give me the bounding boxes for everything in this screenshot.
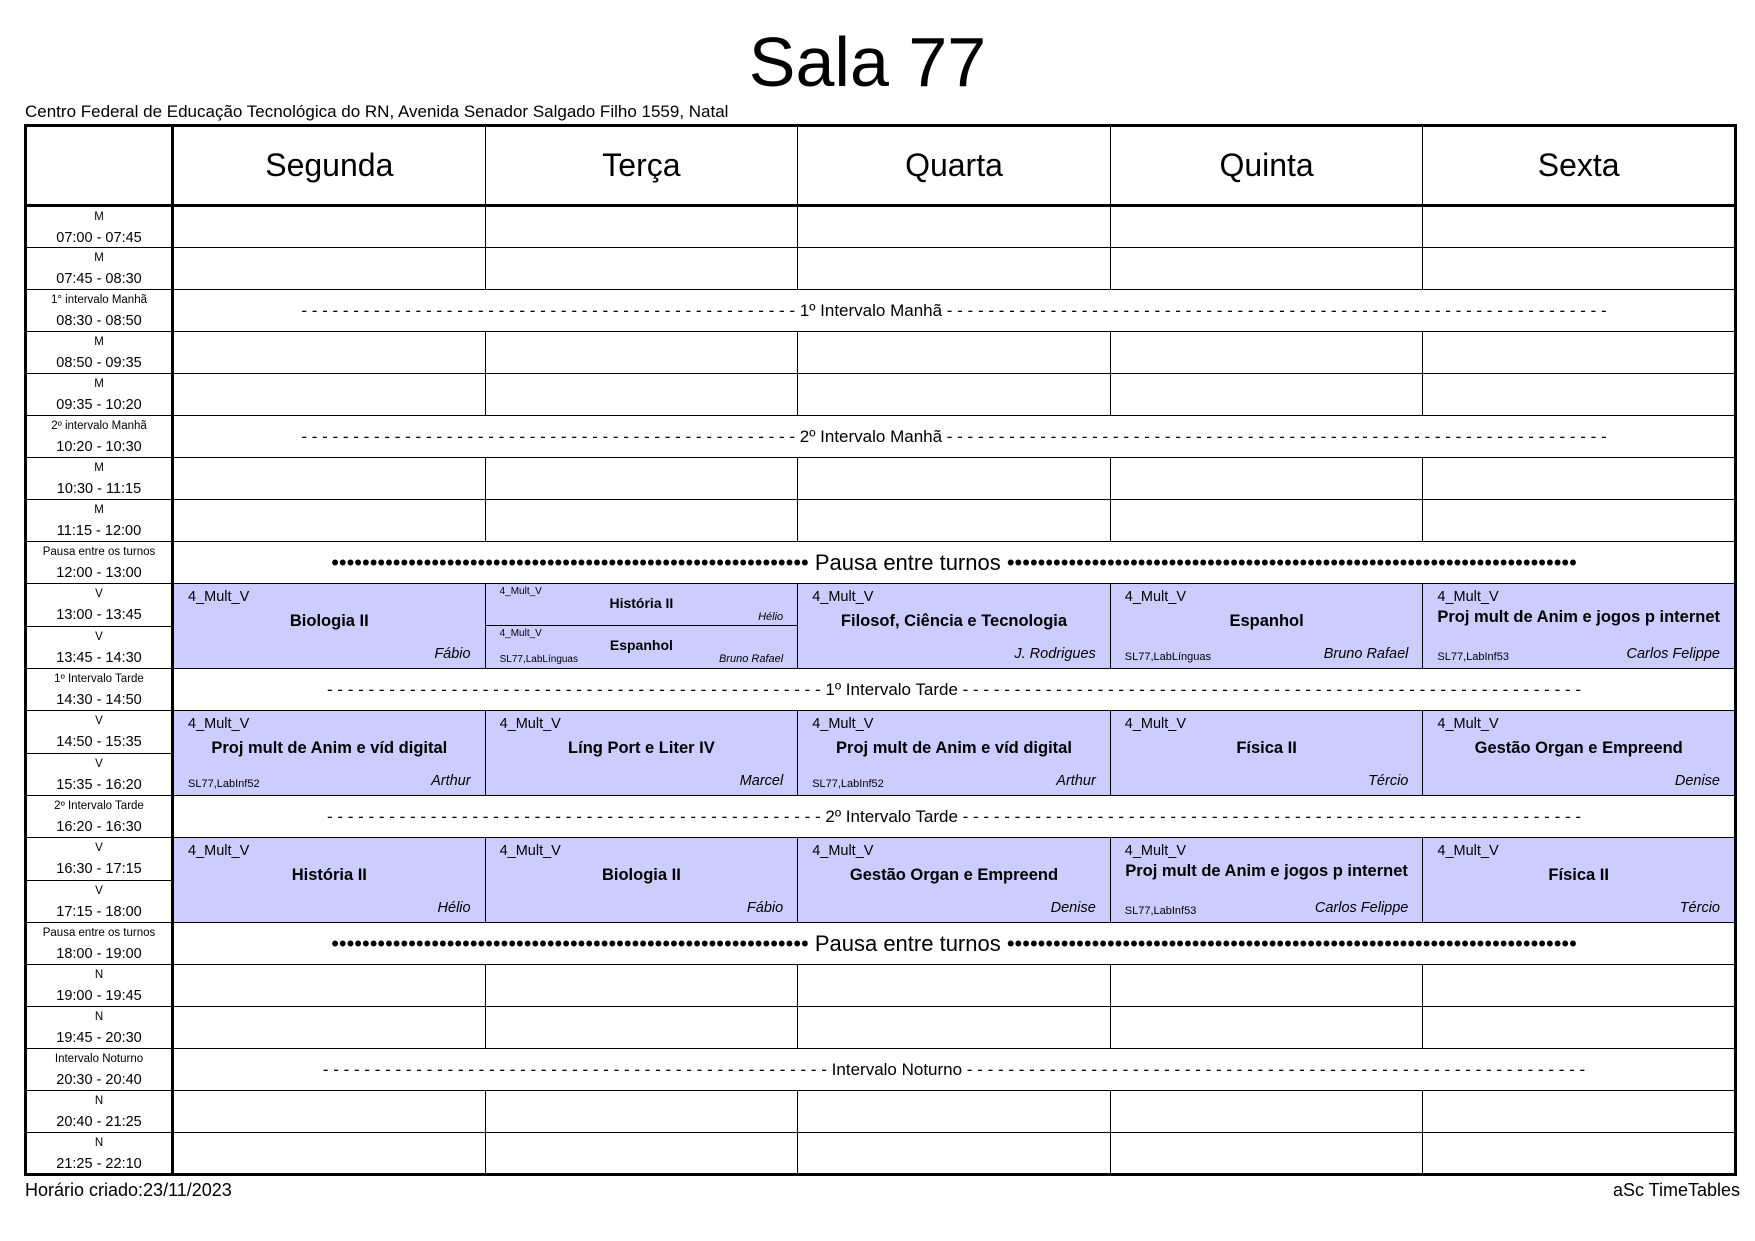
period-time-cell [26,796,173,838]
period-range: 13:45 - 14:30 [56,649,142,666]
period-range: 10:30 - 11:15 [56,481,142,497]
break-row [26,796,1736,838]
period-label: V [95,588,103,600]
empty-slot[interactable] [173,374,486,416]
empty-slot[interactable] [173,248,486,290]
period-label: 1º Intervalo Tarde [54,673,144,685]
empty-slot[interactable] [798,248,1111,290]
empty-slot[interactable] [1110,206,1423,248]
empty-slot[interactable] [1110,374,1423,416]
period-range: 20:40 - 21:25 [56,1114,142,1130]
period-label: N [94,969,104,981]
lesson-teacher: J. Rodrigues [1014,646,1096,662]
lesson-group: 4_Mult_V [1124,716,1187,732]
lesson-card[interactable] [485,711,798,796]
period-label: 1° intervalo Manhã [50,294,147,306]
lesson-teacher: Marcel [739,773,784,789]
period-time-cell [26,838,173,881]
empty-slot[interactable] [173,1007,486,1049]
lesson-group: 4_Mult_V [1437,716,1499,732]
lesson-card[interactable] [173,584,486,669]
empty-slot[interactable] [798,332,1111,374]
lesson-room: SL77,LabInf53 [1437,651,1509,663]
lesson-subject: Biologia II [601,866,681,884]
empty-slot[interactable] [485,1007,798,1049]
lesson-group: 4_Mult_V [188,716,250,732]
lesson-group: 4_Mult_V [1437,589,1499,605]
period-row [26,332,1736,374]
empty-slot[interactable] [1110,248,1423,290]
lesson-teacher: Carlos Felippe [1626,646,1720,662]
period-range: 17:15 - 18:00 [56,903,142,920]
empty-slot[interactable] [798,206,1111,248]
lesson-subject: Espanhol [609,637,673,653]
lesson-subject: História II [609,595,674,611]
lesson-subject: Gestão Organ e Empreend [1474,739,1683,757]
empty-slot[interactable] [1423,1133,1736,1175]
lesson-teacher: Carlos Felippe [1314,900,1409,916]
empty-slot[interactable] [1423,248,1736,290]
lesson-group: 4_Mult_V [812,589,874,605]
lesson-subject: Proj mult de Anim e jogos p internet [1125,862,1408,880]
period-row [26,965,1736,1007]
period-time-cell [26,1049,173,1091]
empty-slot[interactable] [798,1091,1111,1133]
empty-slot[interactable] [1423,458,1736,500]
period-row [26,500,1736,542]
empty-slot[interactable] [798,374,1111,416]
period-label: M [94,211,104,223]
period-time-cell [26,584,173,627]
break-row [26,416,1736,458]
lesson-teacher: Hélio [437,900,471,916]
empty-slot[interactable] [1110,1133,1423,1175]
empty-slot[interactable] [798,1007,1111,1049]
empty-slot[interactable] [798,1133,1111,1175]
period-range: 07:00 - 07:45 [56,230,142,246]
period-time-cell [26,248,173,290]
lesson-card[interactable] [1423,838,1736,923]
break-row [26,669,1736,711]
empty-slot[interactable] [173,500,486,542]
lesson-teacher: Fábio [746,900,784,916]
lesson-card-split[interactable] [485,584,798,669]
lesson-subject: Gestão Organ e Empreend [849,866,1059,884]
pause-banner: •••••••••••••••••••••••••••••••••••••••••••••••••••••••••••••• Pausa entre turnos •••••••••••••••••••••••••••••••••••••••••••••••••••••••••••••••••••••••••• [173,923,1736,965]
period-label: N [94,1011,104,1023]
lesson-group: 4_Mult_V [1437,843,1499,859]
period-range: 21:25 - 22:10 [56,1156,142,1172]
lesson-room: SL77,LabInf53 [1124,905,1197,917]
period-label: V [95,630,103,643]
lesson-room: SL77,LabInf52 [188,778,260,790]
lesson-room: SL77,LabLínguas [1124,651,1212,663]
period-label: M [94,336,104,348]
lesson-teacher: Tércio [1679,900,1720,916]
period-row [26,206,1736,248]
period-label: V [95,884,103,897]
period-time-cell [26,923,173,965]
empty-slot[interactable] [798,965,1111,1007]
lesson-card[interactable] [798,584,1111,669]
lesson-half[interactable] [486,584,798,626]
day-header: Quinta [1110,126,1423,206]
break-row [26,923,1736,965]
lesson-group: 4_Mult_V [499,628,542,639]
period-row [26,458,1736,500]
empty-slot[interactable] [173,458,486,500]
period-row [26,1091,1736,1133]
period-time-cell [26,1091,173,1133]
period-label: Pausa entre os turnos [42,927,156,939]
lesson-card[interactable] [1110,584,1423,669]
period-time-cell [26,500,173,542]
period-label: M [94,462,104,474]
period-range: 11:15 - 12:00 [56,523,142,539]
empty-slot[interactable] [173,332,486,374]
period-time-cell [26,458,173,500]
header-row [26,126,1736,206]
period-range: 13:00 - 13:45 [56,607,142,623]
period-label: M [94,378,104,390]
lesson-subject: Proj mult de Anim e víd digital [211,739,448,757]
period-range: 16:30 - 17:15 [56,861,142,877]
period-label: N [94,1137,104,1149]
empty-slot[interactable] [173,1091,486,1133]
period-label: V [95,842,103,854]
day-header: Sexta [1423,126,1736,206]
lesson-group: 4_Mult_V [188,843,250,859]
period-time-cell [26,290,173,332]
school-address: Centro Federal de Educação Tecnológica do RN, Avenida Senador Salgado Filho 1559, Natal [25,102,729,121]
lesson-card[interactable] [173,711,486,796]
lesson-teacher: Denise [1674,773,1720,789]
lesson-teacher: Tércio [1368,773,1409,789]
empty-slot[interactable] [1423,374,1736,416]
empty-slot[interactable] [1423,500,1736,542]
period-row [26,374,1736,416]
empty-slot[interactable] [485,332,798,374]
empty-slot[interactable] [798,458,1111,500]
period-time-cell [26,416,173,458]
lesson-group: 4_Mult_V [499,586,542,597]
lesson-group: 4_Mult_V [188,589,250,605]
empty-slot[interactable] [485,206,798,248]
day-header: Quarta [798,126,1111,206]
lesson-subject: Filosof, Ciência e Tecnologia [840,612,1068,630]
empty-slot[interactable] [1110,1091,1423,1133]
lesson-teacher: Fábio [434,646,471,662]
lesson-teacher: Bruno Rafael [1323,646,1409,662]
lesson-group: 4_Mult_V [1124,589,1187,605]
empty-slot[interactable] [1423,1007,1736,1049]
lesson-teacher: Bruno Rafael [718,653,784,665]
break-row [26,542,1736,584]
period-time-cell [26,542,173,584]
period-range: 15:35 - 16:20 [56,776,142,793]
period-range: 14:50 - 15:35 [56,734,142,750]
empty-slot[interactable] [485,374,798,416]
period-range: 18:00 - 19:00 [56,946,142,962]
lesson-teacher: Arthur [431,773,471,789]
lesson-subject: Física II [1236,739,1297,757]
empty-slot[interactable] [1110,332,1423,374]
period-range: 08:50 - 09:35 [56,355,142,371]
empty-slot[interactable] [485,458,798,500]
empty-slot[interactable] [173,965,486,1007]
empty-slot[interactable] [485,965,798,1007]
pause-banner: •••••••••••••••••••••••••••••••••••••••••••••••••••••••••••••• Pausa entre turnos •••••••••••••••••••••••••••••••••••••••••••••••••••••••••••••••••••••••••• [173,542,1736,584]
lesson-subject: Espanhol [1229,612,1304,630]
lesson-subject: Proj mult de Anim e víd digital [836,739,1072,757]
empty-slot[interactable] [1110,965,1423,1007]
lesson-subject: Líng Port e Liter IV [568,739,715,757]
lesson-card[interactable] [1423,711,1736,796]
lesson-subject: Biologia II [289,612,369,630]
period-time-cell [26,206,173,248]
empty-slot[interactable] [1423,965,1736,1007]
break-banner-manha-1: - - - - - - - - - - - - - - - - - - - - - - - - - - - - - - - - - - - - - - - - - - - - - - - - 1º Intervalo Manhã - - - - - - - - - - - - - - - - - - - - - - - - - - - - - - - - - - - - - - - - - - - - - - - - - - - - - - - - - - - - - - - - [173,290,1736,332]
period-row [26,1007,1736,1049]
day-header: Segunda [173,126,486,206]
period-time-cell [26,880,173,923]
lesson-teacher: Arthur [1056,773,1096,789]
period-time-cell [26,1133,173,1175]
lesson-subject: História II [291,866,367,884]
period-label: Pausa entre os turnos [42,546,156,558]
lesson-card[interactable] [485,838,798,923]
lesson-half[interactable] [486,626,798,667]
period-label: 2º Intervalo Tarde [54,800,144,812]
empty-slot[interactable] [173,1133,486,1175]
empty-slot[interactable] [1110,458,1423,500]
timetable [24,124,1737,1176]
lesson-group: 4_Mult_V [499,843,561,859]
empty-slot[interactable] [1423,1091,1736,1133]
period-row [26,1133,1736,1175]
period-label: M [94,252,104,264]
period-range: 19:45 - 20:30 [56,1030,142,1046]
period-label: V [95,757,103,770]
break-banner-tarde-2: - - - - - - - - - - - - - - - - - - - - - - - - - - - - - - - - - - - - - - - - - - - - - - - - 2º Intervalo Tarde - - - - - - - - - - - - - - - - - - - - - - - - - - - - - - - - - - - - - - - - - - - - - - - - - - - - - - - - - - - - [173,796,1736,838]
empty-slot[interactable] [485,1133,798,1175]
period-row [26,711,1736,754]
lesson-teacher: Hélio [758,611,784,623]
empty-slot[interactable] [173,206,486,248]
empty-slot[interactable] [485,1091,798,1133]
period-time-cell [26,332,173,374]
lesson-card[interactable] [1110,838,1423,923]
break-row [26,290,1736,332]
period-label: 2º intervalo Manhã [51,420,147,432]
break-banner-noturno: - - - - - - - - - - - - - - - - - - - - - - - - - - - - - - - - - - - - - - - - - - - - - - - - - Intervalo Noturno - - - - - - - - - - - - - - - - - - - - - - - - - - - - - - - - - - - - - - - - - - - - - - - - - - - - - - - - - - - - [173,1049,1736,1091]
lesson-subject: Física II [1548,866,1609,884]
lesson-room: SL77,LabInf52 [812,778,884,790]
period-label: M [94,504,104,516]
period-time-cell [26,711,173,754]
period-time-cell [26,669,173,711]
lesson-room: SL77,LabLínguas [499,654,578,665]
period-range: 10:20 - 10:30 [56,439,142,455]
period-label: N [94,1095,104,1107]
created-date: Horário criado:23/11/2023 [25,1180,232,1200]
period-range: 20:30 - 20:40 [56,1072,142,1088]
corner-cell [26,126,173,206]
period-label: Intervalo Noturno [54,1053,144,1065]
period-time-cell [26,965,173,1007]
empty-slot[interactable] [1110,500,1423,542]
period-range: 12:00 - 13:00 [56,565,142,581]
brand-credit: aSc TimeTables [1612,1180,1740,1200]
period-time-cell [26,374,173,416]
empty-slot[interactable] [485,248,798,290]
period-row [26,838,1736,881]
break-banner-manha-2: - - - - - - - - - - - - - - - - - - - - - - - - - - - - - - - - - - - - - - - - - - - - - - - - 2º Intervalo Manhã - - - - - - - - - - - - - - - - - - - - - - - - - - - - - - - - - - - - - - - - - - - - - - - - - - - - - - - - - - - - - - - - [173,416,1736,458]
lesson-group: 4_Mult_V [1124,843,1187,859]
period-time-cell [26,753,173,796]
period-time-cell [26,1007,173,1049]
period-range: 08:30 - 08:50 [56,313,142,329]
lesson-subject: Proj mult de Anim e jogos p internet [1437,608,1721,626]
empty-slot[interactable] [1423,332,1736,374]
empty-slot[interactable] [1110,1007,1423,1049]
lesson-card[interactable] [798,838,1111,923]
page-title: Sala 77 [748,23,987,101]
period-range: 16:20 - 16:30 [56,819,142,835]
empty-slot[interactable] [798,500,1111,542]
lesson-card[interactable] [1423,584,1736,669]
period-time-cell [26,626,173,669]
lesson-group: 4_Mult_V [812,716,874,732]
break-banner-tarde-1: - - - - - - - - - - - - - - - - - - - - - - - - - - - - - - - - - - - - - - - - - - - - - - - - 1º Intervalo Tarde - - - - - - - - - - - - - - - - - - - - - - - - - - - - - - - - - - - - - - - - - - - - - - - - - - - - - - - - - - - - [173,669,1736,711]
lesson-card[interactable] [173,838,486,923]
period-range: 19:00 - 19:45 [56,988,142,1004]
lesson-card[interactable] [1110,711,1423,796]
period-range: 09:35 - 10:20 [56,397,142,413]
lesson-group: 4_Mult_V [499,716,561,732]
period-row [26,248,1736,290]
empty-slot[interactable] [1423,206,1736,248]
period-range: 14:30 - 14:50 [56,692,142,708]
break-row [26,1049,1736,1091]
period-row [26,584,1736,627]
lesson-group: 4_Mult_V [812,843,874,859]
period-label: V [95,715,103,727]
period-range: 07:45 - 08:30 [56,271,142,287]
empty-slot[interactable] [485,500,798,542]
lesson-card[interactable] [798,711,1111,796]
day-header: Terça [485,126,798,206]
lesson-teacher: Denise [1050,900,1096,916]
